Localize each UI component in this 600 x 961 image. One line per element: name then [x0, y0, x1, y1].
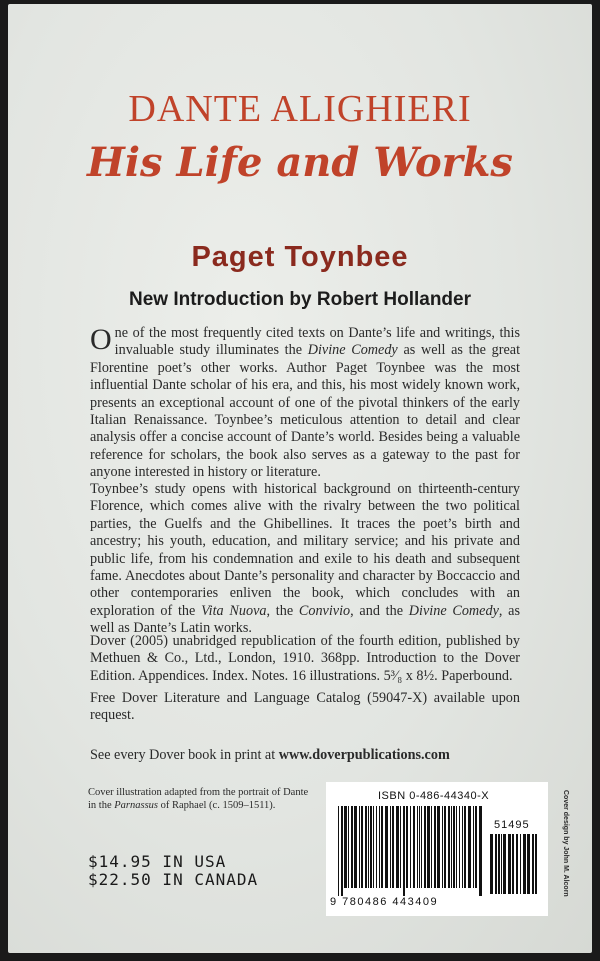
cover-design-credit: Cover design by John M. Alcorn — [562, 790, 569, 897]
price-canada: $22.50 IN CANADA — [88, 870, 259, 889]
barcode-bar — [503, 834, 506, 894]
cover-illustration-credit: Cover illustration adapted from the portrait of Dante in the Parnassus of Raphael (c. 1509–1511). — [88, 787, 309, 811]
price-block — [88, 853, 258, 889]
description-paragraph-2: Toynbee’s study opens with historical background on thirteenth-century Florence, which comes alive with the rivalry between the two political parties, the Guelfs and the Ghibellines. It traces the poet’s birth and ancestry; his youth, education, and military service; and his private and public life, from his condemnation and exile to his death and subsequent fame. Anecdotes about Dante’s personality and character by Boccaccio and other contemporaries enliven the book, which concludes with an exploration of the Vita Nuova, the Convivio, and the Divine Comedy, as well as Dante’s Latin works. — [90, 481, 521, 637]
drop-cap: O — [90, 323, 112, 356]
barcode-bar — [370, 806, 372, 888]
barcode-bar — [535, 834, 537, 894]
introduction-credit: New Introduction by Robert Hollander — [128, 289, 471, 310]
barcode-bar — [516, 834, 518, 894]
barcode-bar — [498, 834, 500, 894]
catalog-notice: Free Dover Literature and Language Catalog (59047-X) available upon request. — [90, 690, 520, 724]
barcode-bar — [479, 806, 482, 896]
supplement-barcode-icon — [490, 834, 540, 896]
barcode-bar — [532, 834, 534, 894]
barcode-bar — [368, 806, 369, 888]
barcode-bar — [459, 806, 460, 888]
barcode-bar — [462, 806, 463, 888]
barcode-bar — [520, 834, 521, 894]
barcode-bar — [453, 806, 455, 888]
barcode-bar — [361, 806, 363, 888]
barcode-bar — [365, 806, 367, 888]
barcode-bar — [351, 806, 353, 888]
barcode-bar — [341, 806, 343, 896]
barcode-bar — [468, 806, 471, 888]
barcode-bar — [431, 806, 432, 888]
barcode-bar — [379, 806, 380, 888]
barcode-bar — [508, 834, 511, 894]
barcode-bar — [354, 806, 357, 888]
barcode-bar — [437, 806, 440, 888]
barcode-bar — [473, 806, 474, 888]
website-url: www.doverpublications.com — [278, 747, 450, 763]
barcode-bar — [400, 806, 401, 888]
barcode-bar — [490, 834, 493, 894]
barcode-label — [326, 782, 548, 916]
barcode-bar — [427, 806, 430, 888]
barcode-bar — [338, 806, 339, 896]
barcode-bar — [419, 806, 420, 888]
barcode-bar — [444, 806, 446, 888]
barcode-bar — [523, 834, 526, 894]
barcode-bar — [344, 806, 347, 888]
barcode-bar — [381, 806, 383, 888]
barcode-bar — [373, 806, 374, 888]
book-back-cover — [8, 4, 592, 953]
ean-number: 9 780486 443409 — [330, 896, 439, 908]
barcode-bar — [359, 806, 360, 888]
book-subtitle: His Life and Works — [87, 139, 513, 186]
barcode-bar — [527, 834, 530, 894]
barcode-bar — [413, 806, 415, 888]
barcode-bar — [403, 806, 405, 896]
barcode-bar — [390, 806, 391, 888]
barcode-bar — [376, 806, 377, 888]
barcode-bar — [385, 806, 388, 888]
barcode-bar — [421, 806, 422, 888]
barcode-bar — [448, 806, 450, 888]
book-title: DANTE ALIGHIERI — [128, 88, 472, 130]
barcode-bar — [464, 806, 466, 888]
barcode-bar — [417, 806, 418, 888]
barcode-bar — [442, 806, 443, 888]
website-notice: See every Dover book in print at www.doverpublications.com — [90, 747, 450, 763]
barcode-bar — [495, 834, 497, 894]
barcode-bar — [410, 806, 411, 888]
barcode-bar — [512, 834, 514, 894]
barcode-bar — [406, 806, 408, 888]
barcode-bar — [396, 806, 399, 888]
barcode-bar — [456, 806, 457, 888]
barcode-bar — [501, 834, 502, 894]
publication-details: Dover (2005) unabridged republication of the fourth edition, published by Methuen & Co., Ltd., London, 1910. 368pp. Introduction to the Dover Edition. Appendices. Index. Notes. 16 illustrations. 5³⁄₈ x 8½. Paperbound. — [90, 633, 520, 684]
barcode-bar — [475, 806, 477, 888]
barcode-bar — [451, 806, 452, 888]
book-author: Paget Toynbee — [191, 241, 409, 273]
description-paragraph-1: One of the most frequently cited texts on Dante’s life and writings, this invaluable study illuminates the Divine Comedy as well as the great Florentine poet’s other works. Author Paget Toynbee was the most influential Dante scholar of his era, and this, his most widely known work, presents an exceptional account of one of the pivotal thinkers of the early Italian Renaissance. Toynbee’s meticulous attention to detail and clear analysis offer a concise account of Dante’s world. Besides being a valuable reference for scholars, the book also serves as a gateway to the past for anyone interested in history or literature. — [90, 323, 521, 481]
price-usa: $14.95 IN USA — [88, 852, 227, 871]
isbn-number: ISBN 0-486-44340-X — [378, 790, 490, 802]
ean-barcode-icon — [338, 806, 484, 898]
barcode-bar — [348, 806, 349, 888]
barcode-bar — [424, 806, 426, 888]
barcode-bar — [434, 806, 436, 888]
barcode-bar — [392, 806, 394, 888]
price-code: 51495 — [494, 819, 530, 831]
